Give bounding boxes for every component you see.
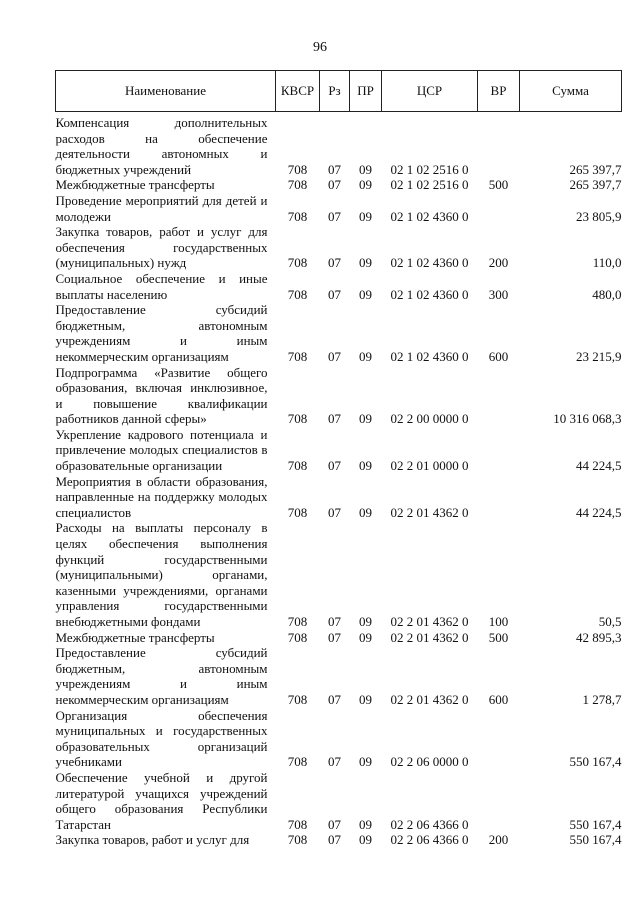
table-row xyxy=(56,302,622,364)
table-row xyxy=(56,645,622,707)
cell-kvsr: 708 xyxy=(287,754,308,770)
cell-csr: 02 2 01 4362 0 xyxy=(390,629,469,645)
cell-sum: 550 167,4 xyxy=(569,754,622,770)
cell-csr: 02 2 06 4366 0 xyxy=(390,832,469,848)
cell-sum: 44 224,5 xyxy=(576,458,622,474)
cell-vr xyxy=(478,708,520,770)
cell-vr xyxy=(478,112,520,178)
cell-csr: 02 2 06 4366 0 xyxy=(390,816,469,832)
table-row xyxy=(56,427,622,474)
cell-rz: 07 xyxy=(328,161,341,177)
cell-csr: 02 2 06 0000 0 xyxy=(390,754,469,770)
cell-name: Подпрограмма «Развитие общего образования, включая инклюзивное, и повышение квалификации работников данной сферы» xyxy=(55,364,268,427)
header-name: Наименование xyxy=(56,71,276,112)
cell-kvsr: 708 xyxy=(287,348,308,364)
cell-vr xyxy=(478,365,520,427)
table-row xyxy=(56,365,622,427)
cell-rz: 07 xyxy=(328,411,341,427)
cell-pr: 09 xyxy=(359,411,372,427)
cell-vr: 200 xyxy=(488,255,509,271)
cell-sum: 44 224,5 xyxy=(576,504,622,520)
cell-sum: 23 215,9 xyxy=(576,348,622,364)
cell-vr: 600 xyxy=(488,348,509,364)
cell-rz: 07 xyxy=(328,286,341,302)
cell-pr: 09 xyxy=(359,177,372,193)
table-header-row xyxy=(56,71,622,112)
cell-sum: 110,0 xyxy=(592,255,622,271)
header-csr: ЦСР xyxy=(382,71,478,112)
cell-pr: 09 xyxy=(359,255,372,271)
cell-kvsr: 708 xyxy=(287,255,308,271)
cell-name: Расходы на выплаты персоналу в целях обеспечения выполнения функций государственными (муниципальными) органами, казенными учреждениями, органами управления государственными внебюджетными фондами xyxy=(55,520,268,629)
cell-vr xyxy=(478,193,520,224)
cell-name: Предоставление субсидий бюджетным, автономным учреждениям и иным некоммерческим организациям xyxy=(55,645,268,707)
page-number: 96 xyxy=(313,40,327,55)
cell-vr: 200 xyxy=(488,832,509,848)
cell-kvsr: 708 xyxy=(287,691,308,707)
table-row xyxy=(56,770,622,832)
cell-kvsr: 708 xyxy=(287,629,308,645)
header-kvsr: КВСР xyxy=(276,71,320,112)
cell-pr: 09 xyxy=(359,504,372,520)
cell-csr: 02 2 01 4362 0 xyxy=(390,504,469,520)
cell-csr: 02 1 02 4360 0 xyxy=(390,255,469,271)
table-row xyxy=(56,520,622,629)
cell-pr: 09 xyxy=(359,629,372,645)
table-row xyxy=(56,271,622,302)
cell-name: Укрепление кадрового потенциала и привлечение молодых специалистов в образовательные организации xyxy=(55,426,268,474)
cell-pr: 09 xyxy=(359,691,372,707)
cell-vr xyxy=(478,474,520,521)
budget-table xyxy=(55,70,622,848)
table-row xyxy=(56,177,622,193)
cell-csr: 02 2 01 4362 0 xyxy=(390,691,469,707)
cell-kvsr: 708 xyxy=(287,161,308,177)
table-row xyxy=(56,832,622,848)
cell-sum: 550 167,4 xyxy=(569,816,622,832)
cell-rz: 07 xyxy=(328,458,341,474)
cell-vr: 500 xyxy=(488,177,509,193)
cell-name: Предоставление субсидий бюджетным, автономным учреждениям и иным некоммерческим организациям xyxy=(55,302,268,364)
cell-name: Обеспечение учебной и другой литературой учащихся учреждений общего образования Республики Татарстан xyxy=(55,769,268,832)
header-rz: Рз xyxy=(320,71,350,112)
cell-kvsr: 708 xyxy=(287,816,308,832)
cell-name: Организация обеспечения муниципальных и государственных образовательных организаций учебниками xyxy=(55,707,268,770)
cell-csr: 02 2 01 4362 0 xyxy=(390,614,469,629)
cell-kvsr: 708 xyxy=(287,458,308,474)
cell-kvsr: 708 xyxy=(287,286,308,302)
cell-sum: 42 895,3 xyxy=(576,629,622,645)
cell-pr: 09 xyxy=(359,458,372,474)
cell-pr: 09 xyxy=(359,832,372,848)
cell-kvsr: 708 xyxy=(287,504,308,520)
cell-kvsr: 708 xyxy=(287,614,308,629)
cell-csr: 02 1 02 4360 0 xyxy=(390,286,469,302)
table-row xyxy=(56,630,622,646)
cell-rz: 07 xyxy=(328,629,341,645)
cell-sum: 1 278,7 xyxy=(582,691,622,707)
header-pr: ПР xyxy=(350,71,382,112)
cell-pr: 09 xyxy=(359,161,372,177)
cell-vr: 500 xyxy=(488,629,509,645)
cell-sum: 480,0 xyxy=(592,286,622,302)
cell-sum: 50,5 xyxy=(598,614,622,629)
cell-rz: 07 xyxy=(328,832,341,848)
cell-rz: 07 xyxy=(328,754,341,770)
table-row xyxy=(56,193,622,224)
cell-name: Компенсация дополнительных расходов на обеспечение деятельности автономных и бюджетных учреждений xyxy=(55,115,268,177)
cell-rz: 07 xyxy=(328,208,341,224)
cell-name: Межбюджетные трансферты xyxy=(55,629,215,645)
cell-rz: 07 xyxy=(328,255,341,271)
cell-sum: 265 397,7 xyxy=(569,161,622,177)
cell-rz: 07 xyxy=(328,504,341,520)
cell-pr: 09 xyxy=(359,208,372,224)
cell-kvsr: 708 xyxy=(287,411,308,427)
cell-vr: 600 xyxy=(488,691,509,707)
cell-rz: 07 xyxy=(328,614,341,629)
cell-csr: 02 2 00 0000 0 xyxy=(390,411,469,427)
cell-sum: 10 316 068,3 xyxy=(553,411,622,427)
cell-sum: 265 397,7 xyxy=(569,177,622,193)
cell-sum: 550 167,4 xyxy=(569,832,622,848)
header-vr: ВР xyxy=(478,71,520,112)
cell-vr xyxy=(478,770,520,832)
cell-name: Мероприятия в области образования, направленные на поддержку молодых специалистов xyxy=(55,473,268,520)
table-row xyxy=(56,224,622,271)
cell-vr: 300 xyxy=(488,286,509,302)
cell-rz: 07 xyxy=(328,348,341,364)
cell-pr: 09 xyxy=(359,754,372,770)
cell-rz: 07 xyxy=(328,691,341,707)
cell-csr: 02 1 02 4360 0 xyxy=(390,208,469,224)
header-sum: Сумма xyxy=(520,71,622,112)
cell-name: Межбюджетные трансферты xyxy=(55,177,215,193)
cell-vr: 100 xyxy=(488,614,509,629)
cell-csr: 02 1 02 2516 0 xyxy=(390,161,469,177)
cell-kvsr: 708 xyxy=(287,177,308,193)
cell-vr xyxy=(478,427,520,474)
cell-rz: 07 xyxy=(328,816,341,832)
table-row xyxy=(56,708,622,770)
cell-csr: 02 1 02 4360 0 xyxy=(390,348,469,364)
cell-pr: 09 xyxy=(359,286,372,302)
cell-rz: 07 xyxy=(328,177,341,193)
cell-pr: 09 xyxy=(359,348,372,364)
cell-sum: 23 805,9 xyxy=(576,208,622,224)
cell-pr: 09 xyxy=(359,816,372,832)
cell-name: Закупка товаров, работ и услуг для обеспечения государственных (муниципальных) нужд xyxy=(55,224,268,271)
cell-name: Социальное обеспечение и иные выплаты населению xyxy=(55,270,268,302)
cell-csr: 02 1 02 2516 0 xyxy=(390,177,469,193)
cell-pr: 09 xyxy=(359,614,372,629)
table-row xyxy=(56,112,622,178)
cell-kvsr: 708 xyxy=(287,832,308,848)
cell-name: Проведение мероприятий для детей и молодежи xyxy=(55,192,268,224)
table-row xyxy=(56,474,622,521)
cell-kvsr: 708 xyxy=(287,208,308,224)
cell-name: Закупка товаров, работ и услуг для xyxy=(55,832,250,848)
cell-csr: 02 2 01 0000 0 xyxy=(390,458,469,474)
